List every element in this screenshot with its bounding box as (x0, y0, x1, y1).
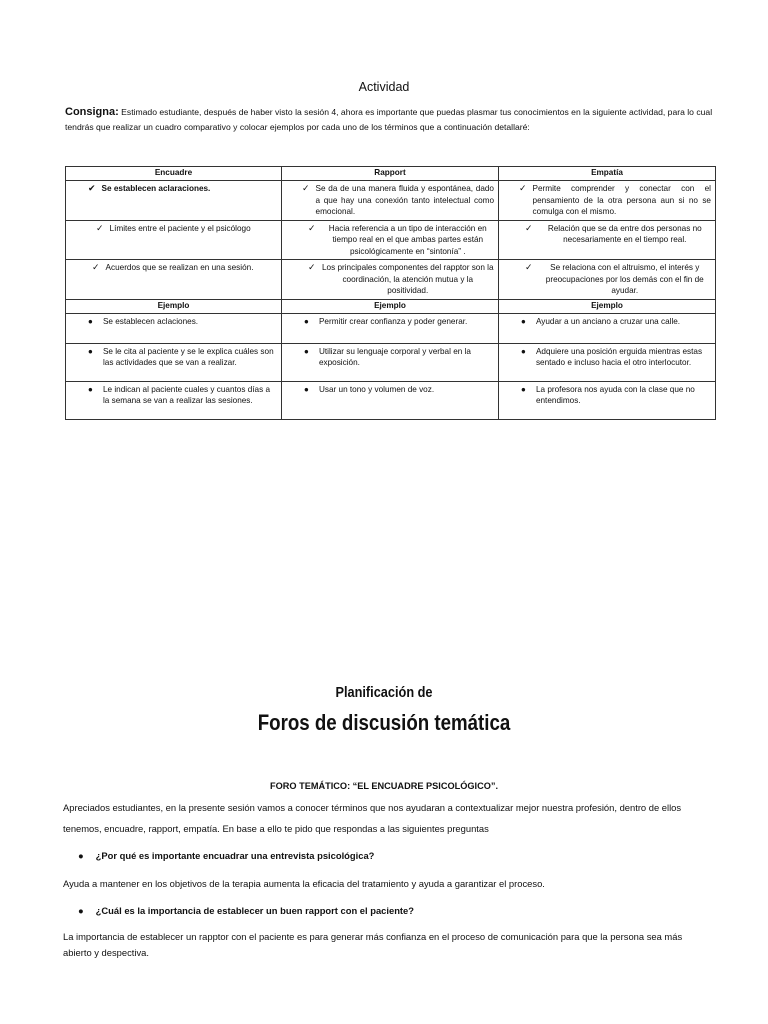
cell-text: Los principales componentes del rapptor son la coordinación, la atención mutua y la positividad. (321, 263, 494, 295)
table-cell (282, 181, 499, 221)
bullet-icon: ● (88, 316, 93, 326)
bullet-icon: ● (521, 346, 526, 356)
bullet-icon: ● (88, 384, 93, 394)
table-cell (282, 260, 499, 300)
cell-text: Usar un tono y volumen de voz. (318, 384, 435, 394)
consigna-label: Consigna: (65, 106, 119, 118)
check-icon: ✓ (525, 262, 533, 272)
cell-text: Se da de una manera fluida y espontánea, dado a que hay una conexión tanto intelectual como emocional. (315, 184, 494, 216)
question-1-text: ¿Por qué es importante encuadrar una entrevista psicológica? (95, 850, 375, 861)
bullet-icon: ● (521, 384, 526, 394)
cell-text: Utilizar su lenguaje corporal y verbal en la exposición. (318, 346, 471, 367)
table-cell (282, 343, 499, 381)
bullet-icon: ● (521, 316, 526, 326)
table-cell (499, 343, 716, 381)
cell-text: Se relaciona con el altruismo, el interés y preocupaciones por los demás con el fin de ayudar. (545, 263, 704, 295)
bullet-icon: ● (78, 850, 84, 861)
activity-title: Actividad (358, 80, 410, 94)
table-row (66, 343, 716, 381)
answer-2: La importancia de establecer un rapptor con el paciente es para generar más confianza en el proceso de comunicación para que la persona sea más abierto y despectiva. (63, 931, 683, 958)
cell-text: Le indican al paciente cuales y cuantos días a la semana se van a realizar las sesiones. (102, 384, 270, 405)
planning-subtitle: Planificación de (335, 684, 433, 701)
cell-text: Relación que se da entre dos personas no necesariamente en el tiempo real. (547, 223, 702, 244)
check-icon: ✓ (308, 262, 316, 272)
example-header: Ejemplo (66, 299, 282, 313)
example-header: Ejemplo (282, 299, 499, 313)
cell-text: Permite comprender y conectar con el pensamiento de la otra persona aun si no se comulga con el mismo. (532, 184, 711, 216)
example-header-row (66, 299, 716, 313)
check-icon: ✓ (92, 262, 100, 272)
header-encuadre: Encuadre (66, 167, 282, 181)
cell-text: Límites entre el paciente y el psicólogo (109, 223, 251, 233)
table-row (66, 260, 716, 300)
table-cell (282, 313, 499, 343)
bullet-icon: ● (304, 346, 309, 356)
table-cell (499, 260, 716, 300)
planning-title: Foros de discusión temática (257, 710, 511, 735)
table-cell (499, 381, 716, 419)
cell-text: Adquiere una posición erguida mientras estas sentado e incluso hacia el otro interlocutor. (535, 346, 703, 367)
check-icon: ✔ (88, 183, 96, 193)
consigna-paragraph (65, 105, 715, 135)
bullet-icon: ● (88, 346, 93, 356)
cell-text: Ayudar a un anciano a cruzar una calle. (535, 316, 681, 326)
bullet-icon: ● (304, 384, 309, 394)
cell-text: Se establecen aclaraciones. (101, 184, 211, 193)
check-icon: ✓ (519, 183, 527, 193)
cell-text: Hacia referencia a un tipo de interacción en tiempo real en el que ambas partes están psicológicamente en “sintonía” . (328, 223, 487, 256)
forum-title: FORO TEMÁTICO: “EL ENCUADRE PSICOLÓGICO”. (270, 781, 498, 791)
question-2 (78, 905, 698, 916)
table-cell (66, 381, 282, 419)
table-cell (66, 313, 282, 343)
table-header-row (66, 167, 716, 181)
table-cell (499, 181, 716, 221)
cell-text: Se establecen aclaciones. (102, 316, 199, 326)
table-cell (66, 260, 282, 300)
check-icon: ✓ (525, 222, 533, 233)
table-cell (282, 381, 499, 419)
comparison-table (65, 166, 716, 420)
bullet-icon: ● (304, 316, 309, 326)
cell-text: Acuerdos que se realizan en una sesión. (105, 263, 254, 272)
table-cell (66, 343, 282, 381)
answer-1: Ayuda a mantener en los objetivos de la terapia aumenta la eficacia del tratamiento y ayuda a garantizar el proceso. (63, 878, 545, 889)
table-cell (66, 181, 282, 221)
header-empatia: Empatía (499, 167, 716, 181)
example-header: Ejemplo (499, 299, 716, 313)
bullet-icon: ● (78, 905, 84, 916)
table-row (66, 381, 716, 419)
table-row (66, 220, 716, 260)
check-icon: ✓ (302, 183, 310, 193)
table-cell (499, 220, 716, 260)
cell-text: La profesora nos ayuda con la clase que no entendimos. (535, 384, 695, 405)
table-cell (282, 220, 499, 260)
header-rapport: Rapport (282, 167, 499, 181)
table-cell (66, 220, 282, 260)
cell-text: Permitir crear confianza y poder generar. (318, 316, 468, 326)
table-row (66, 181, 716, 221)
consigna-text: Estimado estudiante, después de haber visto la sesión 4, ahora es importante que puedas plasmar tus conocimientos en la siguiente actividad, para lo cual tendrás que realizar un cuadro comparativo y colocar ejemplos por cada uno de los términos que a continuación detallaré: (65, 107, 713, 132)
table-row (66, 313, 716, 343)
table-cell (499, 313, 716, 343)
question-2-text: ¿Cuál es la importancia de establecer un buen rapport con el paciente? (95, 905, 414, 916)
question-1 (78, 850, 698, 861)
cell-text: Se le cita al paciente y se le explica cuáles son las actividades que se van a realizar. (102, 346, 274, 367)
intro-paragraph: Apreciados estudiantes, en la presente sesión vamos a conocer términos que nos ayudaran a contextualizar mejor nuestra profesión, dentro de ellos tenemos, encuadre, rapport, empatía. En base a ello te pido que respondas a las siguientes preguntas (63, 802, 682, 834)
check-icon: ✓ (308, 222, 316, 233)
check-icon: ✓ (96, 222, 104, 233)
